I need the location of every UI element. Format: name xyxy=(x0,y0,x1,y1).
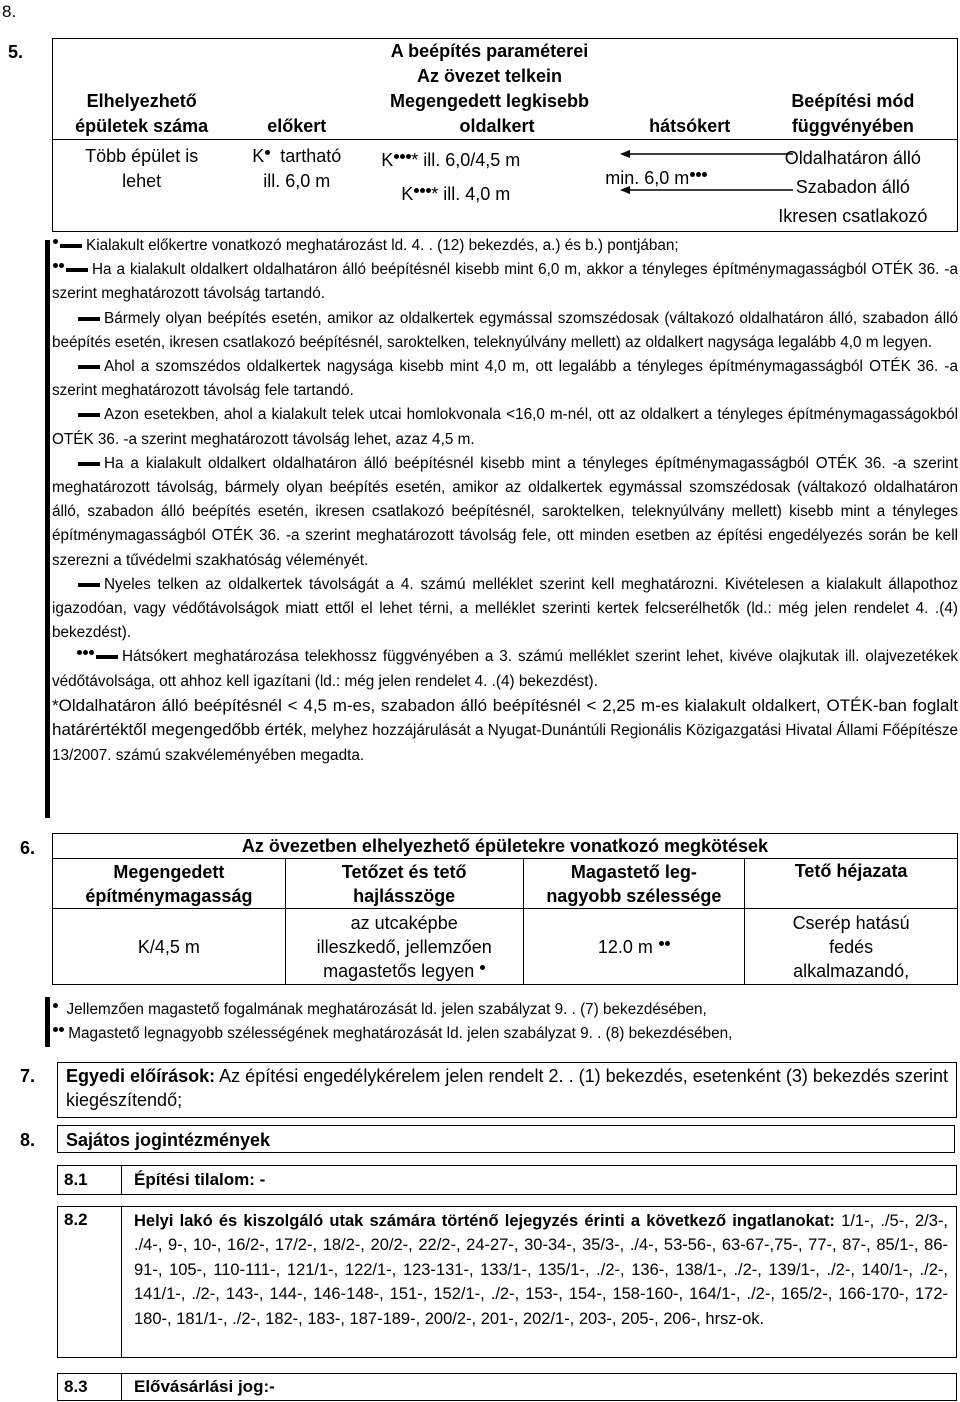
mode-header-1: Beépítési mód xyxy=(749,89,958,114)
mode-value-2: Szabadon álló xyxy=(795,177,910,197)
section-5-number: 5. xyxy=(8,42,24,62)
side-k1: K xyxy=(381,150,394,170)
roof-header-2: hajlásszöge xyxy=(353,885,456,906)
width-value: 12.0 m xyxy=(597,936,653,957)
row-8-2-text: 1/1-, ./5-, 2/3-, ./4-, 9-, 10-, 16/2-, 17/2-, 18/2-, 20/2-, 22/2-, 24-27-, 30-34-, 35/3-, ./4-, 53-56-, 63-67-,75-, 77-, 87-, 85/1-, 86-91-, 105-, 110-111-, 121/1-, 122/1-, 123-131-, 133/1-, 135/1-, ./2-, 136-, 138/1-, ./2-, 139/1-, ./2-, 140/1-, ./2-, 141/1-, ./2-, 143-, 144-, 146-148-, 151-, 152/1-, ./2-, 153-, 154-, 158-160-, 164/1-, ./2-, 165/2-, 166-170-, 172-180-, 181/1-, ./2-, 182-, 183-, 187-189-, 200/2-, 201-, 202/1-, 203-, 205-, 206-, hrsz-ok. xyxy=(134,1212,948,1328)
row-8-1 xyxy=(57,1165,957,1195)
buildings-value-2: lehet xyxy=(122,171,162,191)
note-9-bold: Oldalhatáron álló beépítésnél < 4,5 m-es, szabadon álló beépítésnél < 2,25 m-es kialakult oldalkert, OTÉK-ban foglalt határértéktől megengedőbb érték xyxy=(52,695,958,740)
bullet-icon xyxy=(59,1027,64,1032)
params-title: A beépítés paraméterei xyxy=(230,39,748,65)
row-8-3-number: 8.3 xyxy=(58,1374,122,1400)
dash-icon xyxy=(60,244,82,248)
note-2: Ha a kialakult oldalkert oldalhatáron álló beépítésnél kisebb mint 6,0 m, akkor a tényleges építménymagasságból OTÉK 36. -a szerint meghatározott távolság tartandó. xyxy=(52,261,958,303)
side-value-1: * ill. 6,0/4,5 m xyxy=(411,150,521,170)
roof-value-2: illeszkedő, jellemzően xyxy=(316,936,492,957)
width-header-2: nagyobb szélessége xyxy=(546,885,722,906)
cover-value-3: alkalmazandó, xyxy=(793,960,910,981)
section-7-number: 7. xyxy=(20,1066,36,1086)
dash-icon xyxy=(78,365,100,369)
setback-header: Megengedett legkisebb xyxy=(389,91,590,111)
dash-icon xyxy=(78,413,100,417)
footnote-2: Magastető legnagyobb szélességének meghatározását ld. jelen szabályzat 9. . (8) bekezdésében, xyxy=(68,1025,733,1043)
rear-header: hátsókert xyxy=(631,114,749,140)
bullet-icon xyxy=(77,650,82,655)
bullet-icon xyxy=(265,150,270,155)
section-8-number: 8. xyxy=(20,1130,36,1150)
side-k2: K xyxy=(401,184,414,204)
bullet-icon xyxy=(59,263,64,268)
roof-header-1: Tetőzet és tető xyxy=(341,861,467,882)
roof-value-1: az utcaképbe xyxy=(350,912,458,933)
row-8-3 xyxy=(57,1373,957,1401)
arrow-left-icon xyxy=(620,150,630,158)
section-7-text: Az építési engedélykérelem jelen rendelt 2. . (1) bekezdés, esetenként (3) bekezdés szerint kiegészítendő; xyxy=(66,1066,948,1110)
dash-icon xyxy=(78,317,100,321)
note-9-rest: , melyhez hozzájárulását a Nyugat-Dunántúli Regionális Közigazgatási Hivatal Állami Főépítésze 13/2007. számú szakvéleményében megadta. xyxy=(52,722,959,765)
cover-value-1: Cserép hatású xyxy=(792,912,910,933)
section-6-number: 6. xyxy=(20,838,36,858)
bullet-icon xyxy=(665,941,670,946)
note-5: Azon esetekben, ahol a kialakult telek utcai homlokvonala <16,0 m-nél, ott az oldalkert a tényleges építménymagasságokból OTÉK 36. -a szerint meghatározott távolság lehet, azaz 4,5 m. xyxy=(52,406,958,448)
side-header: oldalkert xyxy=(363,114,631,140)
bullet-icon xyxy=(53,239,58,244)
section-8-title: Sajátos jogintézmények xyxy=(57,1125,955,1153)
bullet-icon xyxy=(400,154,405,159)
section-7-box xyxy=(57,1062,957,1118)
footnote-1: Jellemzően magastető fogalmának meghatározását ld. jelen szabályzat 9. . (7) bekezdésében, xyxy=(66,1001,707,1018)
bullet-icon xyxy=(394,154,399,159)
row-8-2-label: Helyi lakó és kiszolgáló utak számára történő lejegyzés érinti a következő ingatlanokat: xyxy=(134,1212,835,1230)
front-tarthato: tartható xyxy=(280,146,342,166)
footnote-vertical-bar xyxy=(45,997,50,1047)
dash-icon xyxy=(78,462,100,466)
height-header-1: Megengedett xyxy=(113,861,225,882)
buildings-header-2: épületek száma xyxy=(53,114,231,140)
bullet-icon xyxy=(53,263,58,268)
mode-header-2: függvényében xyxy=(749,114,958,140)
section-6-footnotes xyxy=(52,998,958,1046)
rear-value: min. 6,0 m xyxy=(605,168,690,188)
row-8-2 xyxy=(57,1206,957,1358)
page-number: 8. xyxy=(2,2,17,21)
row-8-3-text: Elővásárlási jog:- xyxy=(134,1377,275,1396)
dash-icon xyxy=(96,655,118,659)
section-5-table xyxy=(52,38,958,232)
notes-vertical-bar xyxy=(45,240,50,818)
bullet-icon xyxy=(53,1003,58,1008)
bullet-icon xyxy=(53,1027,58,1032)
bullet-icon xyxy=(414,188,419,193)
front-k: K xyxy=(252,146,265,166)
row-8-1-text: Építési tilalom: - xyxy=(134,1170,266,1189)
height-header-2: építménymagasság xyxy=(85,885,253,906)
note-8: Hátsókert meghatározása telekhossz függvényében a 3. számú melléklet szerint lehet, kivéve olajkutak ill. olajvezetékek védőtávolsága, ott ahhoz kell igazítani (ld.: még jelen rendelet 4. .(4) bekezdést). xyxy=(52,648,958,690)
bullet-icon xyxy=(89,650,94,655)
section-5-notes xyxy=(52,234,958,768)
roof-value-3: magastetős legyen xyxy=(323,960,475,981)
params-subtitle: Az övezet telkein xyxy=(416,66,563,86)
cover-header: Tető héjazata xyxy=(745,859,958,909)
row-8-2-number: 8.2 xyxy=(58,1207,122,1357)
note-7: Nyeles telken az oldalkertek távolságát a 4. számú melléklet szerint kell meghatározni. Kivételesen a kialakult állapothoz igazodóan, vagy védőtávolságok miatt ettől el lehet térni, a melléklet szerinti kertek felcserélhetők (ld.: még jelen rendelet 4. .(4) bekezdést). xyxy=(52,575,958,642)
bullet-icon xyxy=(659,941,664,946)
buildings-header-1: Elhelyezhető xyxy=(53,89,231,114)
front-header: előkert xyxy=(230,114,363,140)
dash-icon xyxy=(78,583,100,587)
height-value: K/4,5 m xyxy=(53,909,286,985)
mode-value-1: Oldalhatáron álló xyxy=(784,148,921,168)
row-8-1-number: 8.1 xyxy=(58,1166,122,1194)
section-6-title: Az övezetben elhelyezhető épületekre vonatkozó megkötések xyxy=(53,834,958,859)
bullet-icon xyxy=(480,965,485,970)
section-7-label: Egyedi előírások: xyxy=(66,1066,216,1086)
note-4: Ahol a szomszédos oldalkertek nagysága kisebb mint 4,0 m, ott legalább a tényleges építménymagasságból OTÉK 36. -a szerint meghatározott távolság fele tartandó. xyxy=(52,358,958,400)
cover-value-2: fedés xyxy=(829,936,874,957)
dash-icon xyxy=(66,268,88,272)
bullet-icon xyxy=(420,188,425,193)
section-6-table xyxy=(52,833,958,985)
arrow-left-icon xyxy=(620,186,630,194)
mode-value-3: Ikresen csatlakozó xyxy=(778,206,928,226)
note-1: Kialakult előkertre vonatkozó meghatározást ld. 4. . (12) bekezdés, a.) és b.) pontjában; xyxy=(86,237,679,254)
front-value-2: ill. 6,0 m xyxy=(263,171,331,191)
note-3: Bármely olyan beépítés esetén, amikor az oldalkertek egymással szomszédosak (váltakozó oldalhatáron álló, szabadon álló beépítés esetén, ikresen csatlakozó beépítésnél, saroktelken, teleknyúlvány mellett) az oldalkert nagysága legalább 4,0 m legyen. xyxy=(52,309,958,351)
asterisk-icon: * xyxy=(52,695,59,715)
width-header-1: Magastető leg- xyxy=(570,861,697,882)
buildings-value-1: Több épület is xyxy=(85,146,199,166)
side-value-2: * ill. 4,0 m xyxy=(431,184,511,204)
bullet-icon xyxy=(83,650,88,655)
note-6: Ha a kialakult oldalkert oldalhatáron álló beépítésnél kisebb mint a tényleges építménymagasságból OTÉK 36. -a szerint meghatározott távolság, bármely olyan beépítés esetén, amikor az oldalkertek egymással szomszédosak (váltakozó oldalhatáron álló, szabadon álló beépítés esetén, ikresen csatlakozó beépítésnél, saroktelken, teleknyúlvány mellett) kisebb mint a tényleges építménymagasságból OTÉK 36. -a szerint meghatározott távolság fele, ott minden esetben az építési engedélyezés során be kell szerezni a tűvédelmi szakhatóság véleményét. xyxy=(52,454,958,569)
arrow-lines xyxy=(618,140,798,218)
